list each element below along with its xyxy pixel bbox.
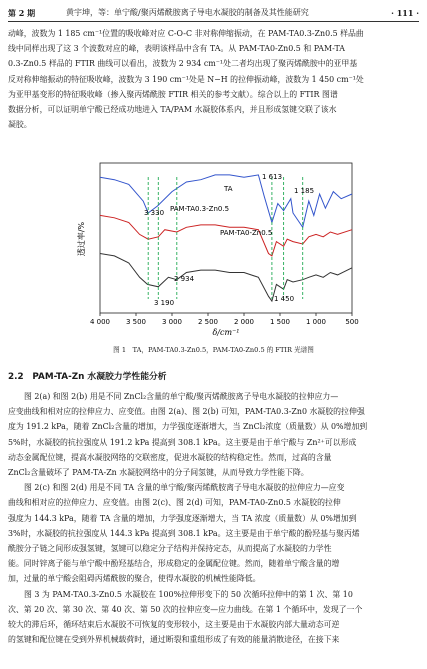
text-line: 图 2(a) 和图 2(b) 用是不同 ZnCl₂含量的单宁酸/聚丙烯酰胺离子导电水凝胶的拉伸应力—	[24, 392, 339, 401]
x-tick-label: 3 000	[161, 318, 183, 326]
issue-number: 第 2 期	[8, 8, 36, 18]
text-line: 线中同样出现了这 3 个波数对应的峰，表明该样品中含有 TA。从 PAM-TA0-Zn0.5 和 PAM-TA	[8, 44, 345, 54]
text-line: 凝胶。	[8, 120, 32, 130]
text-line: 强度为 144.3 kPa，随着 TA 含量的增加，力学强度逐渐增大，当 TA 浓度（质量数）从 0%增加到	[8, 513, 357, 523]
page-number: · 111 ·	[391, 8, 419, 18]
series-line-0	[100, 175, 352, 227]
text-line: 反对称伸缩振动的特征吸收峰，波数为 3 190 cm⁻¹处是 N−H 的拉伸振动峰，波数为 1 450 cm⁻¹处	[8, 74, 364, 84]
text-line: 5%时，水凝胶的抗拉强度从 191.2 kPa 提高到 308.1 kPa。这主要是由于单宁酸与 Zn²⁺可以形成	[8, 437, 357, 447]
text-line: 3%时，水凝胶的抗拉强度从 144.3 kPa 提高到 308.1 kPa。这主要是由于单宁酸的酚羟基与聚丙烯	[8, 528, 360, 538]
x-tick-label: 2 500	[197, 318, 219, 326]
peak-label-1185: 1 185	[294, 187, 315, 195]
body-text	[8, 389, 418, 647]
text-line: 酰胺分子链之间形成强氢键，氢键可以稳定分子结构并保持定态，从而提高了水凝胶的力学性	[8, 544, 332, 554]
text-line: 较大的滞后环，循环结束后水凝胶不可恢复的变形较小，这主要是由于水凝胶内部大量动态可逆	[8, 620, 340, 630]
x-tick-label: 500	[345, 318, 359, 326]
series-line-2	[100, 254, 352, 302]
figure-caption: 图 1 TA，PAM-TA0.3-Zn0.5，PAM-TA0-Zn0.5 的 FTIR 光谱图	[113, 346, 314, 354]
x-tick-label: 2 000	[233, 318, 255, 326]
text-line: 0.3-Zn0.5 样品的 FTIR 曲线可以看出，波数为 2 934 cm⁻¹处二者均出现了聚丙烯酰胺中的亚甲基	[8, 59, 358, 69]
series-label-pam-ta0-3-zn0-5: PAM-TA0.3-Zn0.5	[170, 205, 230, 213]
text-line: 次、第 20 次、第 30 次、第 40 次、第 50 次的拉伸应变—应力曲线。在第 1 个循环中，发现了一个	[8, 604, 363, 614]
text-line: 动态金属配位键，提高水凝胶网络的交联密度，促进水凝胶的结构稳定性。然而，过高的含量	[8, 452, 332, 462]
text-line: 图 3 为 PAM-TA0.3-Zn0.5 水凝胶在 100%拉伸形变下的 50 次循环拉伸中的第 1 次、第 10	[24, 589, 353, 599]
text-line: 数据分析，可以证明单宁酸已经成功地进入 TA/PAM 水凝胶体系内，并且形成氢键交联了该水	[8, 105, 337, 115]
page-header	[8, 6, 419, 20]
x-tick-label: 4 000	[89, 318, 111, 326]
text-line: 图 2(c) 和图 2(d) 用是不同 TA 含量的单宁酸/聚丙烯酰胺离子导电水凝胶的拉伸应力—应变	[24, 483, 345, 493]
text-line: 能。同时锌离子能与单宁酸中酚羟基结合，形成稳定的金属配位键。然而，随着单宁酸含量的增	[8, 559, 340, 569]
peak-label-3190: 3 190	[154, 299, 175, 307]
peak-label-3330: 3 330	[144, 209, 165, 217]
section-heading: 2.2 PAM-TA-Zn 水凝胶力学性能分析	[8, 372, 167, 382]
text-line: ZnCl₂含量破坏了 PAM-TA-Zn 水凝胶网络中的分子间氢键，从而导致力学性能下降。	[8, 468, 309, 478]
text-line: 度为 191.2 kPa，随着 ZnCl₂含量的增加，力学强度逐渐增大，当 ZnCl₂浓度（质量数）从 0%增加到	[8, 422, 368, 432]
ftir-figure	[70, 159, 360, 339]
x-axis-label: δ/cm⁻¹	[212, 328, 240, 337]
series-label-ta: TA	[224, 185, 233, 193]
x-tick-label: 1 500	[269, 318, 291, 326]
ftir-chart	[70, 159, 360, 339]
peak-label-1450: 1 450	[274, 295, 295, 303]
series-label-pam-ta0-zn0-5: PAM-TA0-Zn0.5	[220, 229, 273, 237]
peak-label-2934: 2 934	[174, 275, 195, 283]
text-line: 曲线和相对应的拉伸应力、应变值。由图 2(c)、图 2(d) 可知，PAM-TA0-Zn0.5 水凝胶的拉伸	[8, 498, 341, 508]
x-tick-label: 1 000	[305, 318, 327, 326]
text-line: 加，过量的单宁酸会阻碍丙烯酰胺的聚合，使得水凝胶的机械性能降低。	[8, 574, 261, 584]
text-line: 动峰，波数为 1 185 cm⁻¹位置的吸收峰对应 C-O-C 非对称伸缩振动，在 PAM-TA0.3-Zn0.5 样品曲	[8, 29, 364, 38]
intro-paragraph	[8, 26, 418, 132]
text-line: 应变曲线和相对应的拉伸应力、应变值。由图 2(a)、图 2(b) 可知，PAM-TA0.3-Zn0 水凝胶的拉伸强	[8, 407, 365, 417]
header-rule	[8, 21, 419, 22]
peak-label-1613: 1 613	[262, 173, 283, 181]
y-axis-label: 透过率/%	[77, 221, 86, 257]
text-line: 为亚甲基变形的特征吸收峰（掺入聚丙烯酰胺 FTIR 相关的参考文献）。综合以上的 FTIR 图谱	[8, 89, 338, 99]
running-title: 黄宇坤，等：单宁酸/聚丙烯酰胺离子导电水凝胶的制备及其性能研究	[66, 8, 309, 17]
text-line: 的氢键和配位键在受到外界机械载荷时，通过断裂和重组形成了有效的能量消散途径，在接下来	[8, 635, 340, 645]
x-tick-label: 3 500	[125, 318, 147, 326]
